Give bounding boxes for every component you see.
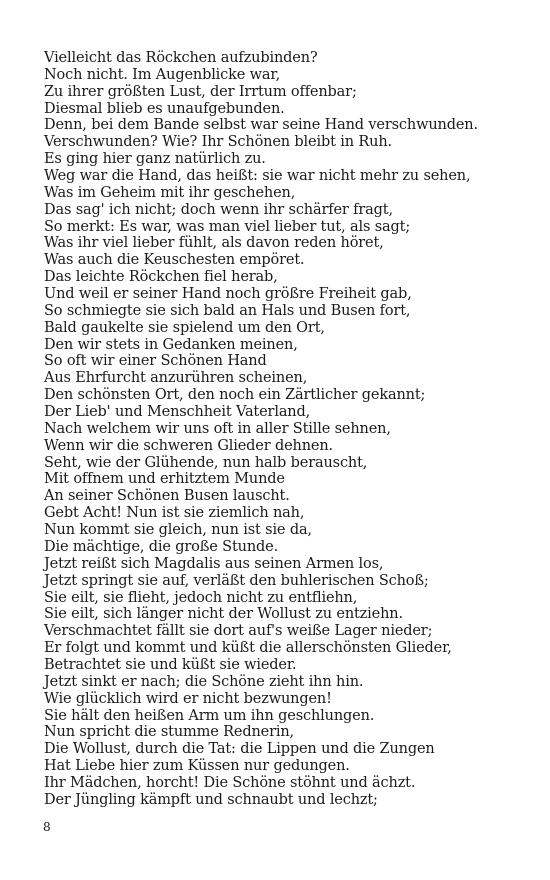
- poem-line: Sie hält den heißen Arm um ihn geschlungen.: [44, 707, 375, 724]
- poem-line: Jetzt springt sie auf, verläßt den buhlerischen Schoß;: [44, 572, 429, 589]
- poem-line: Denn, bei dem Bande selbst war seine Hand verschwunden.: [44, 117, 478, 134]
- poem-line: Er folgt und kommt und küßt die allerschönsten Glieder,: [44, 640, 452, 657]
- poem-line: So oft wir einer Schönen Hand: [44, 353, 267, 370]
- poem-line: Nun kommt sie gleich, nun ist sie da,: [44, 522, 312, 539]
- poem-line: Die mächtige, die große Stunde.: [44, 538, 279, 555]
- poem-line: Was auch die Keuschesten empöret.: [44, 252, 305, 269]
- poem-line: Verschwunden? Wie? Ihr Schönen bleibt in Ruh.: [44, 134, 392, 151]
- poem-line: Es ging hier ganz natürlich zu.: [44, 151, 266, 168]
- poem-line: Das leichte Röckchen fiel herab,: [44, 269, 278, 286]
- poem-line: Die Wollust, durch die Tat: die Lippen und die Zungen: [44, 741, 435, 758]
- poem-line: Den wir stets in Gedanken meinen,: [44, 336, 298, 353]
- poem-line: Und weil er seiner Hand noch größre Freiheit gab,: [44, 286, 412, 303]
- poem-line: Jetzt sinkt er nach; die Schöne zieht ihn hin.: [44, 673, 364, 690]
- poem-line: So schmiegte sie sich bald an Hals und Busen fort,: [44, 302, 411, 319]
- poem-line: Der Jüngling kämpft und schnaubt und lechzt;: [44, 791, 378, 808]
- poem-line: Wie glücklich wird er nicht bezwungen!: [44, 690, 332, 707]
- poem-line: Ihr Mädchen, horcht! Die Schöne stöhnt und ächzt.: [44, 774, 416, 791]
- poem-text-block: [44, 50, 514, 809]
- poem-line: Jetzt reißt sich Magdalis aus seinen Armen los,: [44, 555, 384, 572]
- poem-line: Betrachtet sie und küßt sie wieder.: [44, 656, 297, 673]
- poem-line: Verschmachtet fällt sie dort auf's weiße Lager nieder;: [44, 623, 433, 640]
- poem-line: Gebt Acht! Nun ist sie ziemlich nah,: [44, 505, 305, 522]
- poem-line: Sie eilt, sie flieht, jedoch nicht zu entfliehn,: [44, 589, 358, 606]
- poem-line: Hat Liebe hier zum Küssen nur gedungen.: [44, 758, 350, 775]
- poem-line: Seht, wie der Glühende, nun halb berauscht,: [44, 454, 368, 471]
- poem-line: Nun spricht die stumme Rednerin,: [44, 724, 294, 741]
- poem-line: Was ihr viel lieber fühlt, als davon reden höret,: [44, 235, 384, 252]
- poem-line: An seiner Schönen Busen lauscht.: [44, 488, 290, 505]
- poem-line: Diesmal blieb es unaufgebunden.: [44, 100, 285, 117]
- poem-line: Noch nicht. Im Augenblicke war,: [44, 66, 281, 83]
- poem-line: Wenn wir die schweren Glieder dehnen.: [44, 437, 334, 454]
- poem-line: Nach welchem wir uns oft in aller Stille sehnen,: [44, 420, 391, 437]
- poem-line: Was im Geheim mit ihr geschehen,: [44, 184, 296, 201]
- page-number: 8: [43, 820, 51, 834]
- poem-line: Bald gaukelte sie spielend um den Ort,: [44, 319, 325, 336]
- poem-line: Das sag' ich nicht; doch wenn ihr schärfer fragt,: [44, 201, 393, 218]
- poem-line: Den schönsten Ort, den noch ein Zärtlicher gekannt;: [44, 387, 426, 404]
- poem-line: Sie eilt, sich länger nicht der Wollust zu entziehn.: [44, 606, 403, 623]
- poem-line: Vielleicht das Röckchen aufzubinden?: [44, 50, 318, 66]
- poem-line: So merkt: Es war, was man viel lieber tut, als sagt;: [44, 218, 411, 235]
- poem-line: Aus Ehrfurcht anzurühren scheinen,: [44, 370, 308, 387]
- poem-line: Mit offnem und erhitztem Munde: [44, 471, 285, 488]
- poem-line: Weg war die Hand, das heißt: sie war nicht mehr zu sehen,: [44, 168, 471, 185]
- poem-line: Der Lieb' und Menschheit Vaterland,: [44, 404, 311, 421]
- poem-line: Zu ihrer größten Lust, der Irrtum offenbar;: [44, 83, 357, 100]
